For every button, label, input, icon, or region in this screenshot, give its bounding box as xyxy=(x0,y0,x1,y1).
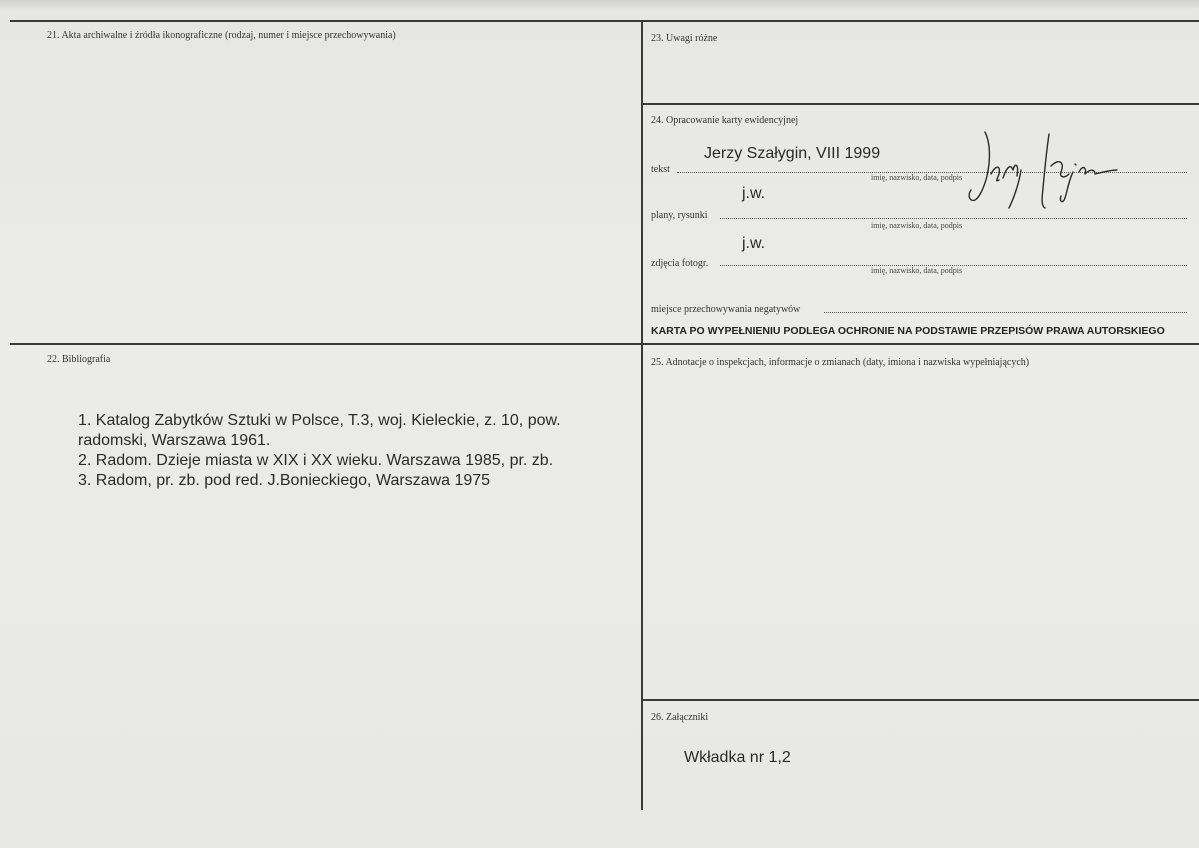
row-text-label: tekst xyxy=(651,164,670,175)
row-plans-dotted-line xyxy=(720,218,1187,219)
row-photos-label: zdjęcia fotogr. xyxy=(651,258,709,269)
section-23-label: 23. Uwagi różne xyxy=(651,33,718,44)
row-photos-hint: imię, nazwisko, data, podpis xyxy=(871,266,963,275)
section-24-label: 24. Opracowanie karty ewidencyjnej xyxy=(651,115,799,126)
row-negatives-label: miejsce przechowywania negatywów xyxy=(651,304,801,315)
scan-top-shadow xyxy=(0,0,1199,10)
row-plans-hint: imię, nazwisko, data, podpis xyxy=(871,221,963,230)
row-text-hint: imię, nazwisko, data, podpis xyxy=(871,173,963,182)
bibliography-entry: 2. Radom. Dzieje miasta w XIX i XX wieku. Warszawa 1985, pr. zb. xyxy=(78,452,554,469)
section-25-label: 25. Adnotacje o inspekcjach, informacje o zmianach (daty, imiona i nazwiska wypełniających) xyxy=(651,357,1030,368)
bibliography-entry: 3. Radom, pr. zb. pod red. J.Bonieckiego, Warszawa 1975 xyxy=(78,472,491,489)
row-plans-label: plany, rysunki xyxy=(651,210,708,221)
center-divider-line xyxy=(641,20,643,810)
middle-divider-line xyxy=(10,343,1199,345)
row-plans-value: j.w. xyxy=(742,185,766,202)
divider-25-26 xyxy=(642,699,1199,701)
handwritten-signature xyxy=(955,128,1125,213)
divider-23-24 xyxy=(642,103,1199,105)
section-21-label: 21. Akta archiwalne i źródła ikonograficzne (rodzaj, numer i miejsce przechowywania) xyxy=(47,30,396,41)
bibliography-entry: 1. Katalog Zabytków Sztuki w Polsce, T.3, woj. Kieleckie, z. 10, pow. xyxy=(78,412,561,429)
section-22-label: 22. Bibliografia xyxy=(47,354,111,365)
bibliography-list xyxy=(78,411,561,491)
top-border-line xyxy=(10,20,1199,22)
bibliography-entry: radomski, Warszawa 1961. xyxy=(78,432,271,449)
row-photos-value: j.w. xyxy=(742,235,766,252)
section-26-label: 26. Załączniki xyxy=(651,712,709,723)
attachments-value: Wkładka nr 1,2 xyxy=(684,749,791,766)
row-text-value: Jerzy Szałygin, VIII 1999 xyxy=(704,145,881,162)
row-negatives-dotted-line xyxy=(824,312,1187,313)
copyright-notice: KARTA PO WYPEŁNIENIU PODLEGA OCHRONIE NA PODSTAWIE PRZEPISÓW PRAWA AUTORSKIEGO xyxy=(651,325,1165,337)
